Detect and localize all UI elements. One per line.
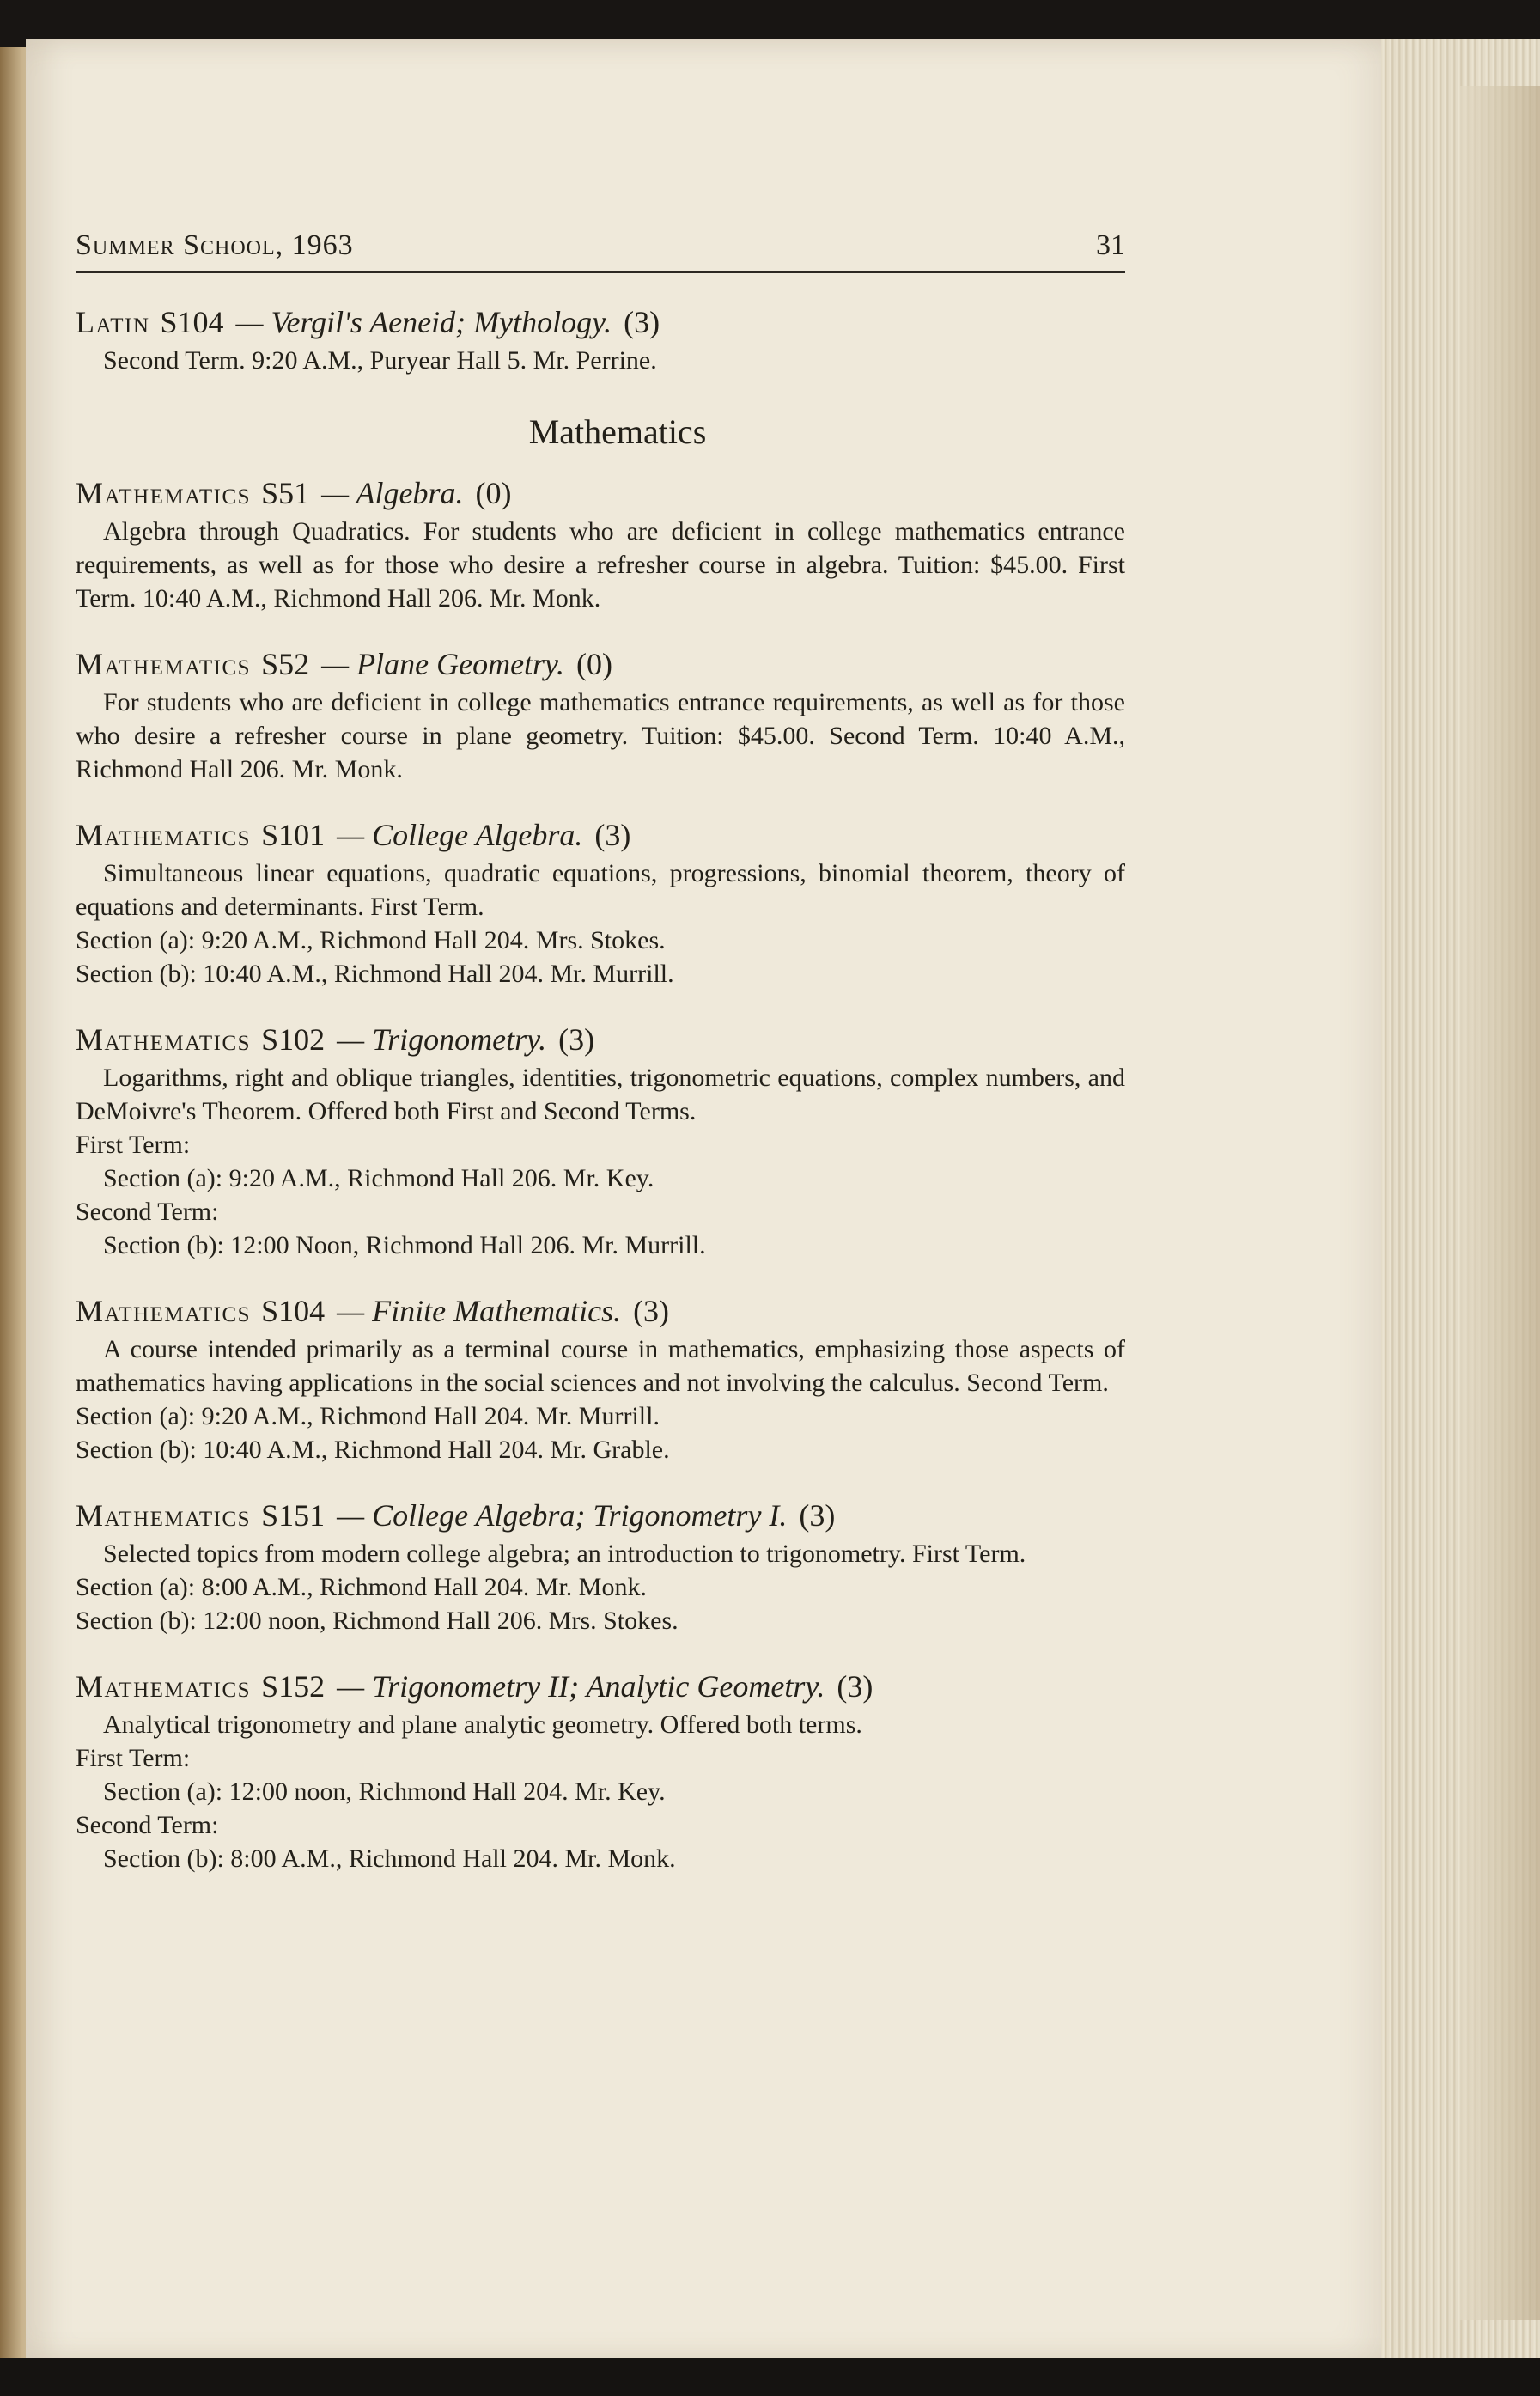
course-number: S152	[261, 1669, 326, 1704]
course-description: Analytical trigonometry and plane analytic geometry. Offered both terms.	[103, 1710, 862, 1739]
course-heading	[76, 1020, 1125, 1059]
course-detail-line: Section (a): 9:20 A.M., Richmond Hall 204. Mr. Murrill.	[76, 1402, 660, 1430]
course-heading	[76, 473, 1125, 513]
course-heading	[76, 1667, 1125, 1706]
course-description: For students who are deficient in college mathematics entrance requirements, as well as for those who desire a refresher course in plane geometry. Tuition: $45.00. Second Term. 10:40 A.M., Richmond Hall 206. Mr. Monk.	[76, 688, 1125, 783]
course-department: Mathematics	[76, 818, 252, 852]
course-title: — College Algebra; Trigonometry I.	[337, 1498, 788, 1533]
course-credits: (3)	[594, 818, 631, 852]
scan-background-bottom	[0, 2358, 1540, 2396]
course-number: S101	[261, 818, 326, 852]
course-number: S151	[261, 1498, 326, 1533]
running-header	[76, 225, 1125, 273]
course-details	[76, 1061, 1125, 1262]
course-detail-line: Section (a): 9:20 A.M., Richmond Hall 206. Mr. Key.	[103, 1164, 654, 1192]
course-heading	[76, 815, 1125, 855]
course-details	[76, 1332, 1125, 1466]
running-title: Summer School, 1963	[76, 229, 354, 261]
course-department: Mathematics	[76, 1669, 252, 1704]
page-content	[76, 225, 1125, 1875]
course-title: — College Algebra.	[337, 818, 583, 852]
course-heading	[76, 302, 1125, 342]
course-description: Algebra through Quadratics. For students who are deficient in college mathematics entrance requirements, as well as for those who desire a refresher course in algebra. Tuition: $45.00. First Term. 10:40 A.M., Richmond Hall 206. Mr. Monk.	[76, 517, 1125, 613]
course-detail-line: Section (a): 9:20 A.M., Richmond Hall 204. Mrs. Stokes.	[76, 926, 666, 954]
course-detail-line: First Term:	[76, 1744, 191, 1772]
course-heading	[76, 1496, 1125, 1535]
course-description: A course intended primarily as a terminal course in mathematics, emphasizing those aspects of mathematics having applications in the social sciences and not involving the calculus. Second Term.	[76, 1335, 1125, 1397]
course-entry	[76, 815, 1125, 991]
course-details	[76, 1708, 1125, 1875]
course-department: Mathematics	[76, 1022, 252, 1057]
course-description: Simultaneous linear equations, quadratic equations, progressions, binomial theorem, theory of equations and determinants. First Term.	[76, 859, 1125, 921]
course-entry	[76, 473, 1125, 615]
course-title: — Trigonometry II; Analytic Geometry.	[337, 1669, 825, 1704]
course-detail-line: Section (b): 12:00 Noon, Richmond Hall 206. Mr. Murrill.	[103, 1231, 706, 1259]
course-detail-line: Section (a): 8:00 A.M., Richmond Hall 204. Mr. Monk.	[76, 1573, 647, 1601]
course-entry-latin	[76, 302, 1125, 377]
course-detail-line: Section (b): 8:00 A.M., Richmond Hall 204. Mr. Monk.	[103, 1844, 676, 1873]
course-department: Latin	[76, 305, 150, 339]
course-description: Selected topics from modern college algebra; an introduction to trigonometry. First Term.	[103, 1539, 1026, 1568]
course-title: — Finite Mathematics.	[337, 1294, 622, 1328]
course-credits: (3)	[624, 305, 660, 339]
course-number: S104	[160, 305, 224, 339]
course-title: — Plane Geometry.	[321, 647, 565, 681]
course-entry	[76, 1496, 1125, 1637]
course-entry	[76, 1667, 1125, 1875]
course-detail-line: Second Term:	[76, 1198, 219, 1226]
course-detail-line: First Term:	[76, 1131, 191, 1159]
course-number: S52	[261, 647, 310, 681]
course-heading	[76, 644, 1125, 684]
course-credits: (3)	[799, 1498, 836, 1533]
course-heading	[76, 1291, 1125, 1331]
course-details	[76, 515, 1125, 615]
course-details	[76, 1537, 1125, 1637]
course-detail-line: Section (a): 12:00 noon, Richmond Hall 204. Mr. Key.	[103, 1777, 666, 1806]
course-number: S102	[261, 1022, 326, 1057]
course-department: Mathematics	[76, 1498, 252, 1533]
course-details	[76, 686, 1125, 786]
course-details	[76, 857, 1125, 991]
course-list	[76, 473, 1125, 1875]
course-department: Mathematics	[76, 1294, 252, 1328]
course-entry	[76, 644, 1125, 786]
course-detail-line: Second Term. 9:20 A.M., Puryear Hall 5. Mr. Perrine.	[103, 346, 657, 375]
course-entry	[76, 1020, 1125, 1262]
course-department: Mathematics	[76, 476, 252, 510]
course-description: Logarithms, right and oblique triangles, identities, trigonometric equations, complex numbers, and DeMoivre's Theorem. Offered both First and Second Terms.	[76, 1064, 1125, 1125]
course-detail-line: Section (b): 10:40 A.M., Richmond Hall 204. Mr. Grable.	[76, 1436, 670, 1464]
page-edges-shadow	[1460, 86, 1540, 2320]
course-title: — Vergil's Aeneid; Mythology.	[235, 305, 612, 339]
course-credits: (3)	[633, 1294, 670, 1328]
course-credits: (3)	[837, 1669, 873, 1704]
course-department: Mathematics	[76, 647, 252, 681]
course-credits: (0)	[475, 476, 512, 510]
course-title: — Algebra.	[321, 476, 464, 510]
course-credits: (0)	[576, 647, 613, 681]
course-number: S104	[261, 1294, 326, 1328]
section-heading: Mathematics	[528, 412, 707, 451]
course-detail-line: Section (b): 10:40 A.M., Richmond Hall 204. Mr. Murrill.	[76, 960, 674, 988]
course-credits: (3)	[558, 1022, 595, 1057]
course-entry	[76, 1291, 1125, 1466]
page-number: 31	[1096, 229, 1125, 261]
course-detail-line: Section (b): 12:00 noon, Richmond Hall 206. Mrs. Stokes.	[76, 1606, 679, 1635]
course-number: S51	[261, 476, 310, 510]
course-details	[76, 344, 1125, 377]
course-detail-line: Second Term:	[76, 1811, 219, 1839]
course-title: — Trigonometry.	[337, 1022, 547, 1057]
